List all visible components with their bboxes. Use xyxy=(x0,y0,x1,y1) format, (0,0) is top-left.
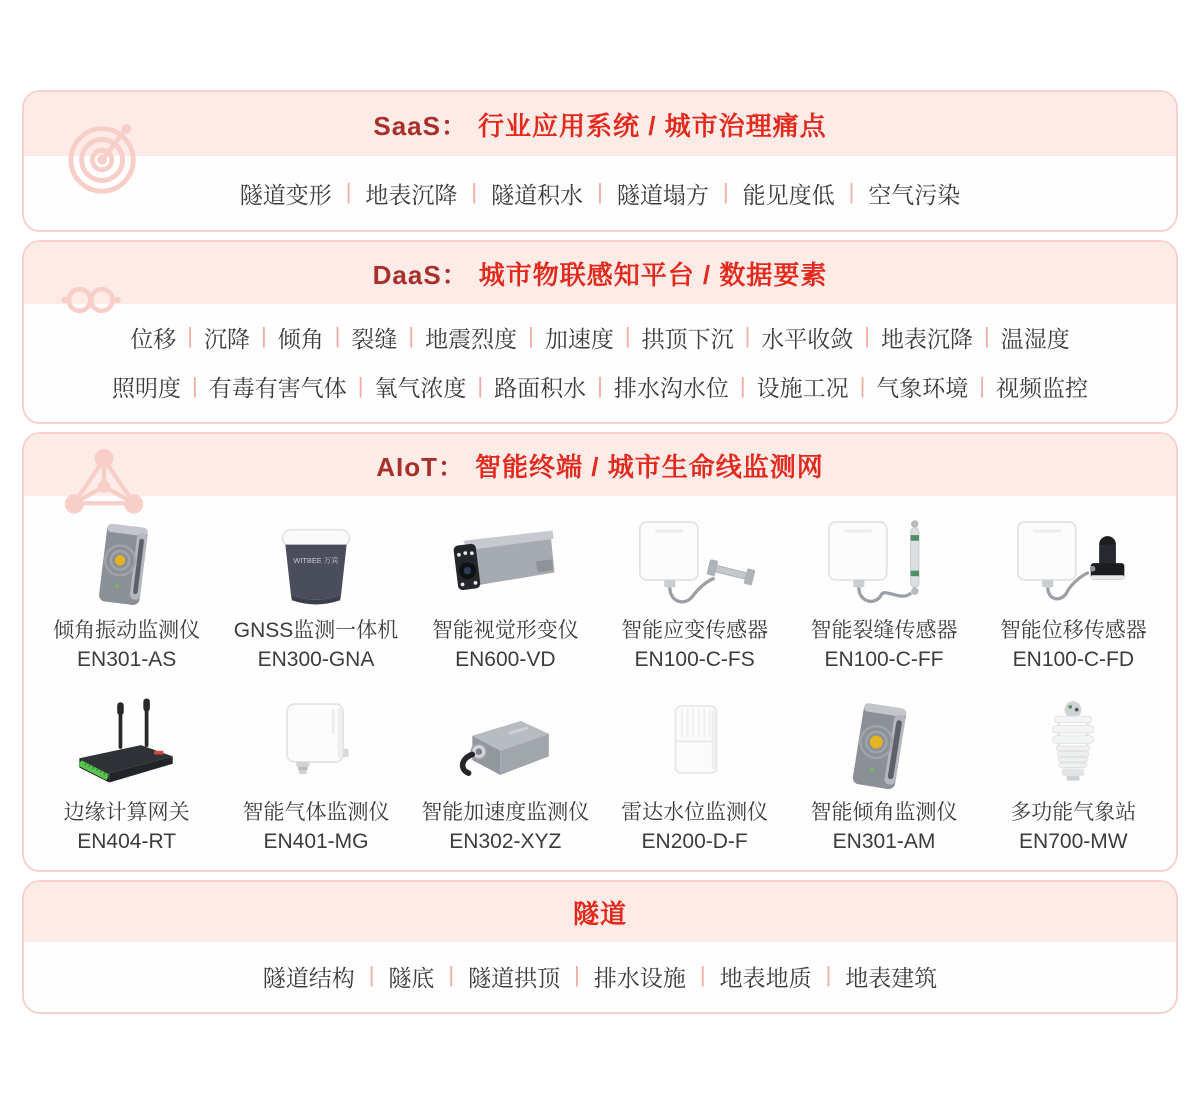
aiot-title-prefix: AIoT： xyxy=(376,451,466,482)
product-en200-d-f xyxy=(600,680,789,862)
saas-title-prefix: SaaS： xyxy=(373,110,468,141)
list-item: 氧气浓度 xyxy=(374,375,467,402)
product-name: 智能倾角监测仪 xyxy=(810,801,958,824)
list-item: 排水沟水位 xyxy=(613,375,729,402)
item-separator: | xyxy=(528,323,534,349)
item-separator: | xyxy=(699,962,706,987)
product-en100-c-fd xyxy=(979,498,1168,680)
item-separator: | xyxy=(471,179,478,204)
tunnel-body xyxy=(24,942,1176,1010)
product-en100-c-fs xyxy=(600,498,789,680)
aiot-title: 智能终端 / 城市生命线监测网 xyxy=(475,451,824,482)
list-item: 隧底 xyxy=(388,964,435,991)
product-name: 智能裂缝传感器 xyxy=(810,619,958,642)
product-model: EN301-AS xyxy=(77,648,177,671)
tunnel-title: 隧道 xyxy=(572,898,627,929)
item-separator: | xyxy=(722,179,729,204)
saas-items xyxy=(240,177,961,210)
item-separator: | xyxy=(448,962,455,987)
saas-body xyxy=(24,156,1176,230)
daas-items-row1 xyxy=(130,321,1069,354)
product-en300-gna xyxy=(221,498,410,680)
item-separator: | xyxy=(260,323,267,349)
saas-header xyxy=(24,92,1176,156)
item-separator: | xyxy=(574,962,580,987)
list-item: 水平收敛 xyxy=(761,325,854,352)
product-name: 智能位移传感器 xyxy=(999,619,1147,642)
list-item: 地表建筑 xyxy=(845,964,938,991)
vision-camera-image xyxy=(411,498,600,617)
list-item: 隧道变形 xyxy=(239,181,332,208)
item-separator: | xyxy=(825,962,832,987)
list-item: 沉降 xyxy=(203,325,250,352)
product-grid xyxy=(24,496,1176,870)
product-model: EN300-GNA xyxy=(257,648,375,671)
saas-section xyxy=(22,90,1178,232)
list-item: 隧道积水 xyxy=(491,181,584,208)
edge-gateway-image xyxy=(32,680,221,799)
product-model: EN401-MG xyxy=(263,830,369,853)
product-model: EN100-C-FF xyxy=(824,648,944,671)
product-name: 智能气体监测仪 xyxy=(242,801,390,824)
list-item: 空气污染 xyxy=(868,181,961,208)
product-en301-as xyxy=(32,498,221,680)
list-item: 路面积水 xyxy=(494,375,587,402)
list-item: 倾角 xyxy=(277,325,324,352)
saas-title: 行业应用系统 / 城市治理痛点 xyxy=(477,110,827,141)
product-name: 雷达水位监测仪 xyxy=(621,801,769,824)
daas-title: 城市物联感知平台 / 数据要素 xyxy=(478,259,828,290)
list-item: 能见度低 xyxy=(742,181,835,208)
product-model: EN100-C-FD xyxy=(1012,648,1134,671)
product-model: EN700-MW xyxy=(1019,830,1128,853)
list-item: 视频监控 xyxy=(996,375,1089,402)
gnss-monitor-image xyxy=(221,498,410,617)
product-name: 边缘计算网关 xyxy=(63,801,190,824)
aiot-section xyxy=(22,432,1178,872)
product-name: 多功能气象站 xyxy=(1010,801,1137,824)
list-item: 隧道拱顶 xyxy=(468,964,561,991)
product-model: EN302-XYZ xyxy=(449,830,562,853)
item-separator: | xyxy=(368,962,375,987)
accelerometer-image xyxy=(411,680,600,799)
item-separator: | xyxy=(624,323,631,349)
radar-level-monitor-image xyxy=(600,680,789,799)
product-model: EN200-D-F xyxy=(641,830,748,853)
item-separator: | xyxy=(191,372,198,398)
product-en401-mg xyxy=(221,680,410,862)
item-separator: | xyxy=(859,372,866,398)
list-item: 地表地质 xyxy=(719,964,812,991)
list-item: 位移 xyxy=(130,325,177,352)
list-item: 加速度 xyxy=(544,325,614,352)
list-item: 有毒有害气体 xyxy=(208,375,347,402)
item-separator: | xyxy=(345,179,352,204)
crack-sensor-image xyxy=(789,498,978,617)
list-item: 气象环境 xyxy=(876,375,969,402)
list-item: 温湿度 xyxy=(1000,325,1070,352)
product-model: EN301-AM xyxy=(832,830,936,853)
product-name: GNSS监测一体机 xyxy=(233,619,399,642)
product-model: EN100-C-FS xyxy=(634,648,755,671)
item-separator: | xyxy=(334,323,341,349)
product-en404-rt xyxy=(32,680,221,862)
tunnel-items xyxy=(263,960,938,993)
product-model: EN600-VD xyxy=(455,648,556,671)
tunnel-section xyxy=(22,880,1178,1014)
daas-title-prefix: DaaS： xyxy=(372,259,469,290)
product-model: EN404-RT xyxy=(77,830,177,853)
product-en700-mw xyxy=(979,680,1168,862)
item-separator: | xyxy=(597,372,603,398)
list-item: 隧道塌方 xyxy=(616,181,709,208)
product-en301-am xyxy=(789,680,978,862)
tilt-monitor-image xyxy=(789,680,978,799)
item-separator: | xyxy=(744,323,751,349)
product-name: 倾角振动监测仪 xyxy=(53,619,201,642)
list-item: 排水设施 xyxy=(593,964,686,991)
item-separator: | xyxy=(848,179,855,204)
product-name: 智能加速度监测仪 xyxy=(421,801,590,824)
daas-items-row2 xyxy=(112,370,1088,403)
item-separator: | xyxy=(979,372,986,398)
product-en100-c-ff xyxy=(789,498,978,680)
device-brand-label: WITBEE 万宾 xyxy=(293,556,339,566)
product-name: 智能视觉形变仪 xyxy=(431,619,579,642)
gas-monitor-image xyxy=(221,680,410,799)
list-item: 设施工况 xyxy=(756,375,849,402)
item-separator: | xyxy=(984,323,990,349)
list-item: 地表沉降 xyxy=(881,325,974,352)
daas-section xyxy=(22,240,1178,424)
item-separator: | xyxy=(477,372,484,398)
aiot-header xyxy=(24,434,1176,496)
list-item: 地震烈度 xyxy=(425,325,518,352)
list-item: 拱顶下沉 xyxy=(641,325,734,352)
list-item: 隧道结构 xyxy=(262,964,355,991)
list-item: 裂缝 xyxy=(351,325,398,352)
weather-station-image xyxy=(979,680,1168,799)
tilt-vibration-monitor-image xyxy=(32,498,221,617)
list-item: 照明度 xyxy=(111,375,181,402)
product-name: 智能应变传感器 xyxy=(621,619,769,642)
item-separator: | xyxy=(864,323,871,349)
displacement-sensor-image xyxy=(979,498,1168,617)
item-separator: | xyxy=(408,323,415,349)
product-en600-vd xyxy=(411,498,600,680)
tunnel-header xyxy=(24,882,1176,942)
item-separator: | xyxy=(597,179,603,204)
item-separator: | xyxy=(187,323,193,349)
daas-header xyxy=(24,242,1176,304)
list-item: 地表沉降 xyxy=(365,181,458,208)
item-separator: | xyxy=(739,372,746,398)
product-en302-xyz xyxy=(411,680,600,862)
daas-body xyxy=(24,304,1176,420)
strain-sensor-image xyxy=(600,498,789,617)
item-separator: | xyxy=(357,372,364,398)
